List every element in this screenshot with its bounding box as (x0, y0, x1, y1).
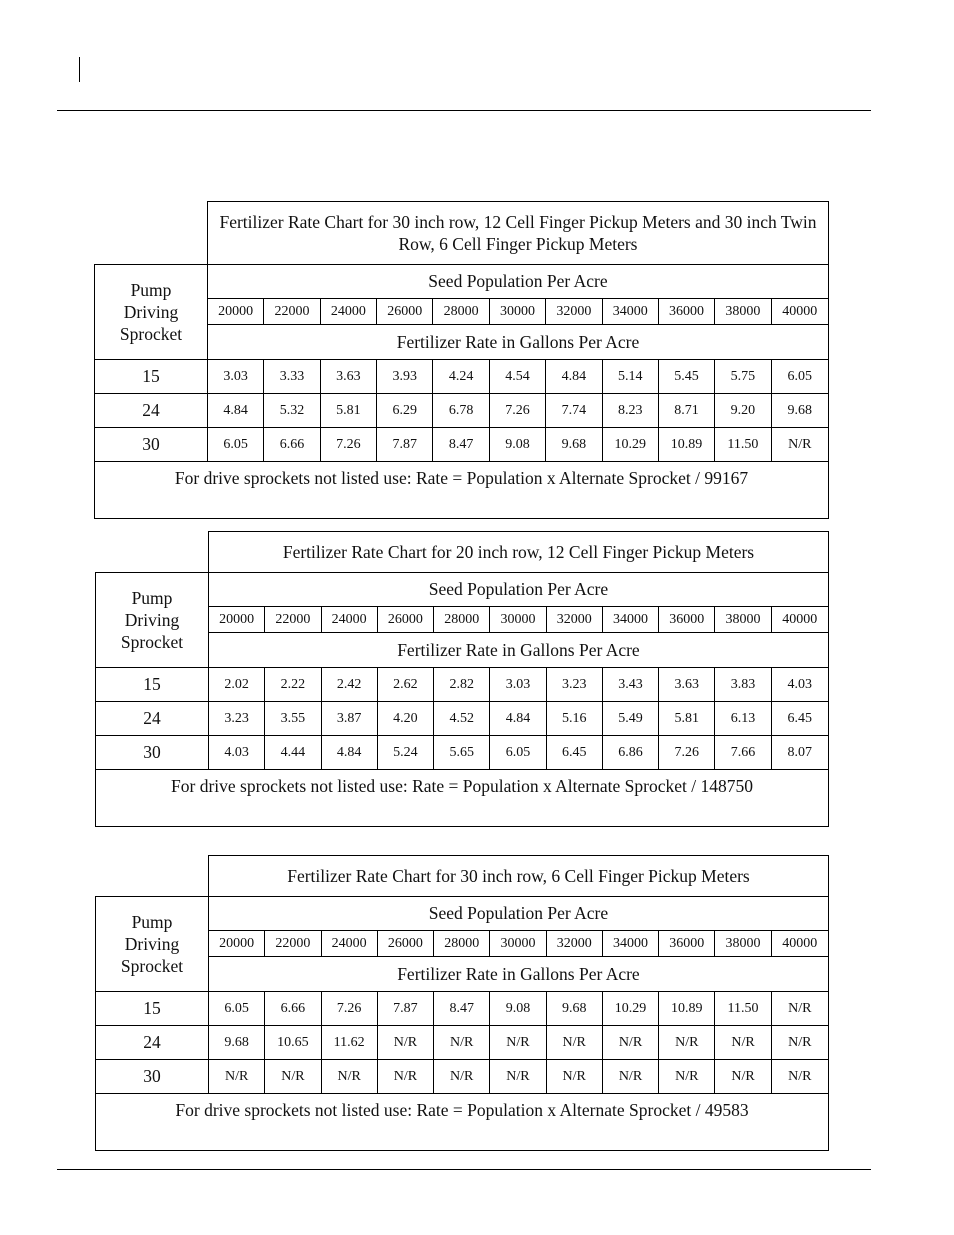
rate-value-cell: 11.50 (715, 428, 771, 462)
population-cell: 32000 (547, 931, 603, 957)
rate-grid (95, 265, 828, 462)
rate-value-cell: 5.24 (378, 736, 434, 770)
rate-value-cell: 5.81 (321, 394, 377, 428)
chart-title: Fertilizer Rate Chart for 20 inch row, 12 Cell Finger Pickup Meters (208, 531, 829, 573)
rate-table (95, 896, 829, 1151)
rate-value-cell: 8.23 (603, 394, 659, 428)
rate-value-cell: 9.68 (547, 992, 603, 1026)
rate-value-cell: 3.23 (209, 702, 265, 736)
population-cell: 24000 (322, 931, 378, 957)
rate-value-cell: 3.87 (322, 702, 378, 736)
rate-value-cell: N/R (209, 1060, 265, 1094)
rate-value-cell: N/R (547, 1060, 603, 1094)
chart-title: Fertilizer Rate Chart for 30 inch row, 6 Cell Finger Pickup Meters (208, 855, 829, 897)
rate-value-cell: 10.65 (265, 1026, 321, 1060)
rate-value-cell: 5.32 (264, 394, 320, 428)
population-cell: 38000 (715, 299, 771, 325)
population-cell: 38000 (715, 607, 771, 633)
rate-value-cell: 10.29 (603, 992, 659, 1026)
population-cell: 30000 (490, 299, 546, 325)
rate-value-cell: N/R (772, 428, 828, 462)
rate-value-cell: 6.05 (772, 360, 828, 394)
rate-value-cell: 2.42 (322, 668, 378, 702)
rate-value-cell: 5.65 (434, 736, 490, 770)
sprocket-cell: 24 (95, 394, 208, 428)
sprocket-header-line: Driving (124, 610, 180, 630)
rate-value-cell: N/R (547, 1026, 603, 1060)
rate-value-cell: 4.84 (546, 360, 602, 394)
rate-value-cell: 6.05 (208, 428, 264, 462)
population-cell: 26000 (378, 931, 434, 957)
rate-value-cell: 7.26 (490, 394, 546, 428)
rate-grid (96, 573, 828, 770)
population-cell: 32000 (547, 607, 603, 633)
population-cell: 34000 (603, 299, 659, 325)
rate-value-cell: 6.05 (490, 736, 546, 770)
rate-value-cell: N/R (434, 1026, 490, 1060)
rate-value-cell: 2.62 (378, 668, 434, 702)
formula-note: For drive sprockets not listed use: Rate = Population x Alternate Sprocket / 148750 (171, 776, 753, 796)
rate-value-cell: 3.63 (321, 360, 377, 394)
rate-value-cell: N/R (434, 1060, 490, 1094)
rate-value-cell: N/R (490, 1060, 546, 1094)
population-cell: 32000 (546, 299, 602, 325)
header-rule (57, 110, 871, 111)
population-cell: 30000 (490, 931, 546, 957)
rate-value-cell: 11.50 (715, 992, 771, 1026)
rate-value-cell: 9.20 (715, 394, 771, 428)
population-header: Seed Population Per Acre (209, 897, 828, 931)
rate-value-cell: N/R (378, 1060, 434, 1094)
population-header: Seed Population Per Acre (209, 573, 828, 607)
rate-value-cell: 3.33 (264, 360, 320, 394)
sprocket-cell: 15 (96, 992, 209, 1026)
sprocket-header (96, 897, 209, 992)
rate-value-cell: N/R (603, 1026, 659, 1060)
rate-value-cell: 9.68 (546, 428, 602, 462)
rate-value-cell: 6.86 (603, 736, 659, 770)
rate-value-cell: 7.87 (377, 428, 433, 462)
population-cell: 28000 (433, 299, 489, 325)
rate-value-cell: 3.03 (208, 360, 264, 394)
rate-value-cell: N/R (659, 1026, 715, 1060)
rate-value-cell: 5.49 (603, 702, 659, 736)
rate-value-cell: 6.66 (264, 428, 320, 462)
rate-value-cell: 7.26 (322, 992, 378, 1026)
rate-value-cell: 3.93 (377, 360, 433, 394)
rate-header: Fertilizer Rate in Gallons Per Acre (209, 633, 828, 668)
formula-note: For drive sprockets not listed use: Rate = Population x Alternate Sprocket / 49583 (175, 1100, 749, 1120)
rate-value-cell: 2.22 (265, 668, 321, 702)
rate-value-cell: 4.84 (208, 394, 264, 428)
population-cell: 36000 (659, 931, 715, 957)
sprocket-header-line: Pump (130, 280, 172, 300)
rate-value-cell: 6.05 (209, 992, 265, 1026)
rate-value-cell: 5.14 (603, 360, 659, 394)
population-cell: 28000 (434, 607, 490, 633)
rate-value-cell: 10.89 (659, 992, 715, 1026)
rate-value-cell: N/R (772, 1026, 828, 1060)
rate-header: Fertilizer Rate in Gallons Per Acre (208, 325, 828, 360)
rate-value-cell: 9.68 (209, 1026, 265, 1060)
population-cell: 34000 (603, 931, 659, 957)
rate-value-cell: 11.62 (322, 1026, 378, 1060)
population-cell: 20000 (208, 299, 264, 325)
rate-value-cell: N/R (772, 1060, 828, 1094)
rate-value-cell: 7.66 (715, 736, 771, 770)
rate-value-cell: 4.52 (434, 702, 490, 736)
sprocket-header-line: Driving (124, 934, 180, 954)
sprocket-cell: 15 (96, 668, 209, 702)
rate-value-cell: 9.68 (772, 394, 828, 428)
rate-value-cell: 9.08 (490, 428, 546, 462)
rate-value-cell: 3.23 (547, 668, 603, 702)
rate-value-cell: 7.74 (546, 394, 602, 428)
sprocket-cell: 30 (96, 736, 209, 770)
rate-value-cell: 3.83 (715, 668, 771, 702)
population-cell: 30000 (490, 607, 546, 633)
rate-value-cell: 7.87 (378, 992, 434, 1026)
chart-title: Fertilizer Rate Chart for 30 inch row, 12 Cell Finger Pickup Meters and 30 inch Twin Row, 6 Cell Finger Pickup Meters (207, 201, 829, 265)
sprocket-header-line: Sprocket (120, 956, 184, 976)
population-cell: 40000 (772, 607, 828, 633)
rate-value-cell: N/R (659, 1060, 715, 1094)
rate-value-cell: 3.63 (659, 668, 715, 702)
rate-value-cell: N/R (715, 1026, 771, 1060)
rate-value-cell: 8.47 (434, 992, 490, 1026)
rate-value-cell: 3.55 (265, 702, 321, 736)
sprocket-cell: 30 (95, 428, 208, 462)
sprocket-header-line: Driving (123, 302, 179, 322)
change-bar (79, 57, 80, 82)
rate-value-cell: N/R (322, 1060, 378, 1094)
rate-table (95, 572, 829, 827)
rate-value-cell: 6.29 (377, 394, 433, 428)
population-cell: 22000 (265, 607, 321, 633)
rate-value-cell: N/R (490, 1026, 546, 1060)
sprocket-cell: 24 (96, 702, 209, 736)
population-cell: 38000 (715, 931, 771, 957)
rate-value-cell: N/R (378, 1026, 434, 1060)
rate-value-cell: 3.03 (490, 668, 546, 702)
rate-value-cell: N/R (603, 1060, 659, 1094)
sprocket-header-line: Sprocket (119, 324, 183, 344)
rate-value-cell: 2.02 (209, 668, 265, 702)
sprocket-header-line: Pump (131, 588, 173, 608)
rate-value-cell: 8.07 (772, 736, 828, 770)
sprocket-cell: 15 (95, 360, 208, 394)
rate-value-cell: 2.82 (434, 668, 490, 702)
rate-value-cell: 10.29 (603, 428, 659, 462)
population-cell: 28000 (434, 931, 490, 957)
rate-value-cell: 4.84 (490, 702, 546, 736)
rate-value-cell: N/R (715, 1060, 771, 1094)
sprocket-header (96, 573, 209, 668)
rate-value-cell: 9.08 (490, 992, 546, 1026)
population-cell: 22000 (265, 931, 321, 957)
rate-value-cell: 6.78 (433, 394, 489, 428)
rate-value-cell: 4.20 (378, 702, 434, 736)
population-cell: 24000 (322, 607, 378, 633)
rate-table (94, 264, 829, 519)
rate-value-cell: 7.26 (321, 428, 377, 462)
rate-value-cell: N/R (772, 992, 828, 1026)
sprocket-header (95, 265, 208, 360)
rate-value-cell: 4.03 (209, 736, 265, 770)
formula-note: For drive sprockets not listed use: Rate = Population x Alternate Sprocket / 99167 (174, 468, 749, 488)
rate-value-cell: 4.44 (265, 736, 321, 770)
footer-rule (57, 1169, 871, 1170)
population-cell: 24000 (321, 299, 377, 325)
rate-value-cell: 8.71 (659, 394, 715, 428)
rate-header: Fertilizer Rate in Gallons Per Acre (209, 957, 828, 992)
sprocket-cell: 30 (96, 1060, 209, 1094)
rate-value-cell: 10.89 (659, 428, 715, 462)
rate-value-cell: 4.84 (322, 736, 378, 770)
population-cell: 36000 (659, 299, 715, 325)
rate-value-cell: 5.16 (547, 702, 603, 736)
rate-value-cell: 6.13 (715, 702, 771, 736)
population-cell: 22000 (264, 299, 320, 325)
population-cell: 26000 (378, 607, 434, 633)
rate-value-cell: 4.24 (433, 360, 489, 394)
rate-value-cell: 8.47 (433, 428, 489, 462)
population-cell: 36000 (659, 607, 715, 633)
rate-value-cell: 4.03 (772, 668, 828, 702)
population-header: Seed Population Per Acre (208, 265, 828, 299)
rate-value-cell: 3.43 (603, 668, 659, 702)
rate-value-cell: 5.81 (659, 702, 715, 736)
rate-value-cell: 4.54 (490, 360, 546, 394)
population-cell: 20000 (209, 931, 265, 957)
rate-value-cell: N/R (265, 1060, 321, 1094)
population-cell: 40000 (772, 931, 828, 957)
sprocket-header-line: Sprocket (120, 632, 184, 652)
population-cell: 26000 (377, 299, 433, 325)
rate-value-cell: 7.26 (659, 736, 715, 770)
sprocket-cell: 24 (96, 1026, 209, 1060)
population-cell: 20000 (209, 607, 265, 633)
sprocket-header-line: Pump (131, 912, 173, 932)
population-cell: 40000 (772, 299, 828, 325)
rate-grid (96, 897, 828, 1094)
rate-value-cell: 5.45 (659, 360, 715, 394)
population-cell: 34000 (603, 607, 659, 633)
rate-value-cell: 6.66 (265, 992, 321, 1026)
rate-value-cell: 6.45 (547, 736, 603, 770)
rate-value-cell: 6.45 (772, 702, 828, 736)
rate-value-cell: 5.75 (715, 360, 771, 394)
